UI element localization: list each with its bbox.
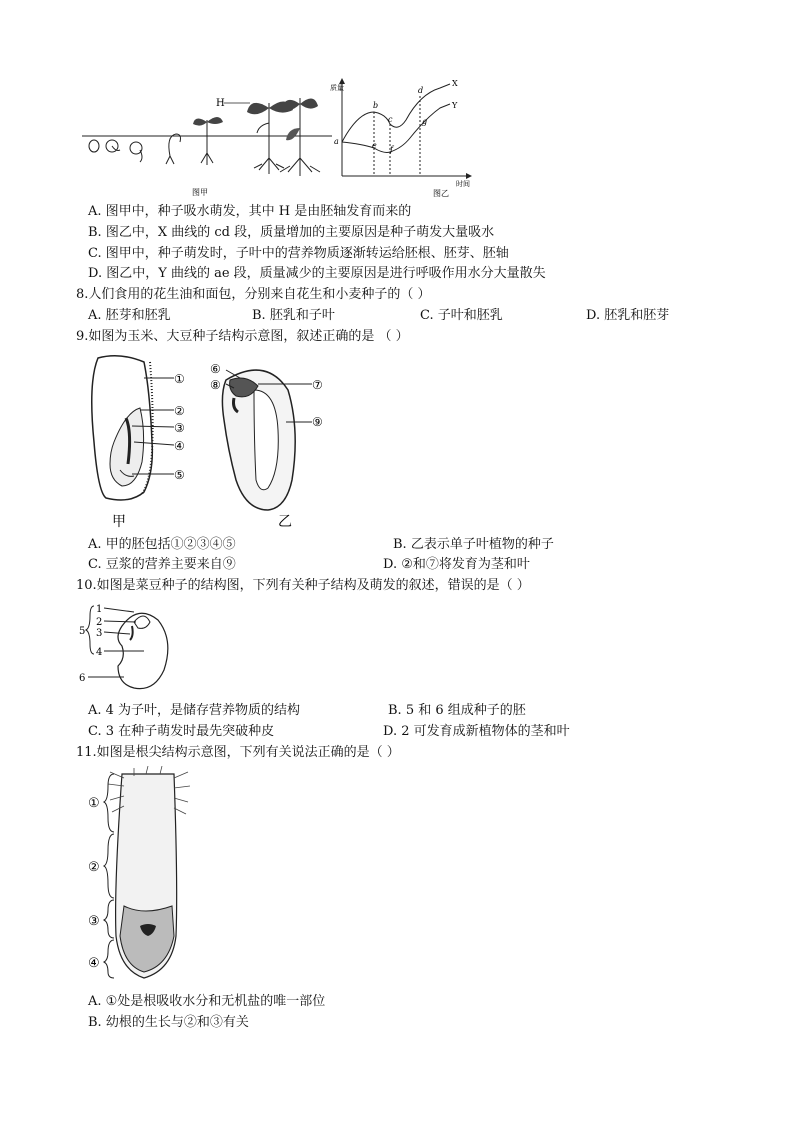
q10-option-c: C. 3 在种子萌发时最先突破种皮 [88,724,275,739]
root-zone-1: ① [88,796,100,811]
curve-y-label: Y [452,101,458,110]
bean-label-7: ⑦ [312,378,323,392]
kidney-bean-figure [78,600,188,696]
q7-option-c: C. 图甲中，种子萌发时，子叶中的营养物质逐渐转运给胚根、胚芽、胚轴 [88,246,509,261]
q10-option-b: B. 5 和 6 组成种子的胚 [388,703,526,718]
corn-label-1: ① [174,372,185,386]
q9-option-a: A. 甲的胚包括①②③④⑤ [88,537,236,552]
bean-label-9: ⑨ [312,415,323,429]
q7-option-b: B. 图乙中，X 曲线的 cd 段，质量增加的主要原因是种子萌发大量吸水 [88,225,495,240]
mass-time-chart [328,76,480,198]
root-zone-3: ③ [88,914,100,929]
corn-label-4: ④ [174,439,185,453]
q9-stem: 9.如图为玉米、大豆种子结构示意图，叙述正确的是 （ ） [76,329,409,344]
point-b: b [373,101,379,110]
point-f: f [390,145,393,154]
bean-label-8: ⑧ [210,378,221,392]
q8-option-d: D. 胚乳和胚芽 [586,308,670,323]
corn-label-3: ③ [174,421,185,435]
point-e: e [372,141,377,150]
point-c: c [388,115,393,124]
q8-stem: 8.人们食用的花生油和面包，分别来自花生和小麦种子的（ ） [76,287,431,302]
q11-stem: 11.如图是根尖结构示意图，下列有关说法正确的是（ ） [76,745,400,760]
label-H: H [216,98,225,109]
root-zone-2: ② [88,860,100,875]
q9-option-b: B. 乙表示单子叶植物的种子 [393,537,554,552]
corn-fig-caption: 甲 [112,514,126,530]
bean-part-4: 4 [96,647,103,658]
bean-label-6: ⑥ [210,362,221,376]
q8-option-b: B. 胚乳和子叶 [252,308,335,323]
bean-part-5: 5 [79,626,86,637]
bean-part-6: 6 [79,673,86,684]
q9-option-d: D. ②和⑦将发育为茎和叶 [383,557,530,572]
point-d: d [418,86,424,95]
y-axis-label: 质量 [330,84,344,92]
q11-option-b: B. 幼根的生长与②和③有关 [88,1015,249,1030]
bean-part-2: 2 [96,617,103,628]
root-zone-4: ④ [88,956,100,971]
bean-part-3: 3 [96,628,103,639]
curve-x-label: X [452,79,458,88]
bean-seed-figure [206,360,330,530]
point-g: g [422,117,428,126]
q7-option-d: D. 图乙中，Y 曲线的 ae 段，质量减少的主要原因是进行呼吸作用水分大量散失 [88,266,546,281]
x-axis-label: 时间 [456,180,470,188]
q7-option-a: A. 图甲中，种子吸水萌发，其中 H 是由胚轴发育而来的 [88,204,412,219]
fig-jia-caption: 图甲 [192,188,208,197]
seed-germination-figure [82,78,332,198]
point-a: a [334,137,339,146]
corn-label-5: ⑤ [174,468,185,482]
q8-option-a: A. 胚芽和胚乳 [88,308,171,323]
q10-option-d: D. 2 可发育成新植物体的茎和叶 [383,724,570,739]
q11-option-a: A. ①处是根吸收水分和无机盐的唯一部位 [88,994,326,1009]
q10-stem: 10.如图是菜豆种子的结构图，下列有关种子结构及萌发的叙述，错误的是（ ） [76,578,530,593]
root-tip-figure [84,766,204,982]
corn-label-2: ② [174,404,185,418]
bean-part-1: 1 [96,604,103,615]
q10-option-a: A. 4 为子叶，是储存营养物质的结构 [88,703,301,718]
q8-option-c: C. 子叶和胚乳 [420,308,503,323]
corn-seed-figure [80,352,200,530]
fig-yi-caption: 图乙 [433,189,449,198]
bean-fig-caption: 乙 [278,514,292,530]
q9-option-c: C. 豆浆的营养主要来自⑨ [88,557,236,572]
